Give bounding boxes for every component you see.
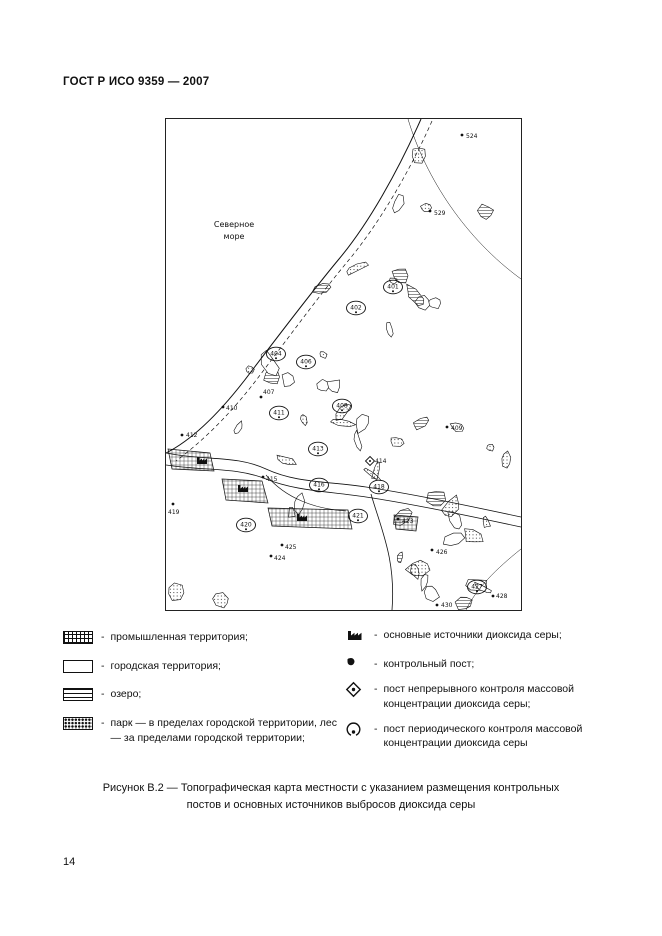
station-label: 421	[352, 512, 364, 520]
control-post-marker	[446, 426, 449, 429]
station-dot	[318, 488, 320, 490]
legend-item-industrial	[63, 630, 339, 645]
legend-item-park-forest	[63, 716, 339, 745]
station-dot	[278, 416, 280, 418]
control-post-marker	[431, 549, 434, 552]
urban-area	[268, 508, 352, 529]
legend-right-column	[345, 628, 609, 761]
legend-separator: -	[101, 631, 105, 643]
control-post-marker	[181, 434, 184, 437]
station-dot	[341, 409, 343, 411]
legend-label: основные источники диоксида серы;	[383, 629, 562, 641]
station-dot	[355, 311, 357, 313]
terrain-patch	[301, 415, 308, 426]
terrain-patch	[412, 148, 425, 163]
factory-icon	[345, 627, 369, 647]
terrain-patch	[347, 262, 369, 275]
station-label: 430	[441, 602, 453, 609]
coastline	[166, 119, 421, 453]
industrial-territory-swatch-icon	[63, 631, 93, 644]
document-title: ГОСТ Р ИСО 9359 — 2007	[63, 76, 210, 88]
station-label: 529	[434, 210, 446, 217]
legend-separator: -	[101, 717, 105, 730]
station-label: 410	[226, 405, 238, 412]
road	[408, 119, 521, 279]
legend-label: контрольный пост;	[383, 657, 475, 670]
station-dot	[317, 452, 319, 454]
terrain-patch	[169, 583, 184, 601]
legend-item-continuous-post	[345, 682, 609, 711]
station-label: 404	[270, 350, 282, 358]
station-label: 424	[274, 555, 286, 562]
station-label: 415	[266, 476, 278, 483]
terrain-patch	[356, 414, 368, 433]
legend-separator: -	[374, 683, 378, 696]
station-label: 423	[402, 518, 414, 525]
terrain-patch	[393, 194, 405, 213]
park-forest-swatch-icon	[63, 717, 93, 730]
station-dot	[392, 290, 394, 292]
legend-separator: -	[374, 629, 378, 641]
station-label: 409	[451, 425, 463, 432]
station-label: 419	[168, 509, 180, 516]
legend-separator: -	[374, 722, 378, 735]
station-dot	[357, 519, 359, 521]
legend-label: промышленная территория;	[110, 631, 248, 643]
river	[166, 453, 521, 517]
control-post-marker	[436, 604, 439, 607]
control-post-marker	[172, 503, 175, 506]
legend-separator: -	[101, 688, 105, 701]
station-label: 418	[373, 483, 385, 491]
control-post-marker	[260, 396, 263, 399]
lake-swatch-icon	[63, 688, 93, 701]
legend-item-control-post	[345, 657, 609, 673]
legend-item-periodic-post	[345, 722, 609, 751]
station-label: 413	[312, 445, 324, 453]
station-dot	[275, 357, 277, 359]
station-dot	[245, 528, 247, 530]
legend-item-lake	[63, 687, 339, 702]
station-label: 416	[313, 481, 325, 489]
terrain-patch	[282, 373, 294, 387]
station-label: 408	[336, 402, 348, 410]
terrain-patch	[331, 419, 356, 426]
station-label: 412	[186, 432, 198, 439]
control-post-marker	[270, 555, 273, 558]
control-post-marker	[222, 406, 225, 409]
station-label: 401	[387, 283, 399, 291]
control-post-marker	[492, 595, 495, 598]
legend-separator: -	[101, 659, 105, 672]
terrain-patch	[397, 552, 402, 563]
terrain-patch	[213, 593, 229, 608]
sea-label: Северное	[213, 220, 255, 229]
station-label: 425	[285, 544, 297, 551]
sea-label: море	[223, 232, 245, 241]
control-post-marker	[262, 476, 265, 479]
control-post-marker	[281, 544, 284, 547]
legend-label: городская территория;	[110, 659, 221, 672]
legend-label: пост непрерывного контроля массовой концентрации диоксида серы;	[383, 683, 574, 711]
legend-separator: -	[374, 657, 378, 670]
terrain-patch	[465, 529, 484, 542]
terrain-patch	[320, 352, 327, 359]
control-post-marker	[461, 134, 464, 137]
terrain-patch	[424, 586, 439, 601]
legend-label: пост периодического контроля массовой концентрации диоксида серы	[383, 722, 583, 750]
continuous-post-icon	[345, 681, 369, 703]
legend-item-urban	[63, 659, 339, 674]
map-canvas	[166, 119, 521, 610]
terrain-patch	[234, 421, 242, 434]
terrain-patch	[477, 204, 493, 219]
control-post-icon	[345, 656, 369, 673]
urban-territory-swatch-icon	[63, 660, 93, 673]
terrain-patch	[443, 533, 465, 546]
legend-label: озеро;	[110, 688, 142, 701]
station-label: 428	[496, 593, 508, 600]
terrain-patch	[413, 417, 428, 430]
legend-item-emission-sources	[345, 628, 609, 647]
river-branch	[371, 494, 393, 610]
page-number: 14	[63, 856, 76, 868]
terrain-patch	[502, 451, 511, 468]
terrain-patch	[487, 444, 494, 451]
station-label: 426	[436, 549, 448, 556]
station-label: 427	[471, 583, 483, 591]
figure-caption: Рисунок В.2 — Топографическая карта местности с указанием размещения контрольных постов и основных источников выбросов диоксида серы	[102, 782, 560, 811]
station-label: 524	[466, 133, 478, 140]
terrain-patch	[427, 492, 446, 506]
station-label: 407	[263, 389, 275, 396]
station-label: 414	[375, 458, 387, 465]
station-label: 420	[240, 521, 252, 529]
terrain-patch	[277, 455, 296, 464]
station-dot	[369, 460, 371, 462]
terrain-patch	[483, 516, 490, 527]
periodic-post-icon	[345, 721, 369, 742]
topographic-map	[165, 118, 522, 611]
station-dot	[378, 490, 380, 492]
station-label: 402	[350, 304, 362, 312]
terrain-patch	[327, 380, 340, 393]
legend-left-column	[63, 630, 339, 759]
control-post-marker	[429, 210, 432, 213]
control-post-marker	[397, 518, 400, 521]
terrain-patch	[386, 322, 393, 337]
terrain-patch	[391, 438, 404, 447]
station-label: 411	[273, 409, 285, 417]
station-dot	[305, 365, 307, 367]
station-label: 406	[300, 358, 312, 366]
legend-label: парк — в пределах городской территории, лес — за пределами городской территории;	[110, 717, 337, 744]
station-dot	[476, 590, 478, 592]
terrain-patch	[407, 284, 424, 305]
